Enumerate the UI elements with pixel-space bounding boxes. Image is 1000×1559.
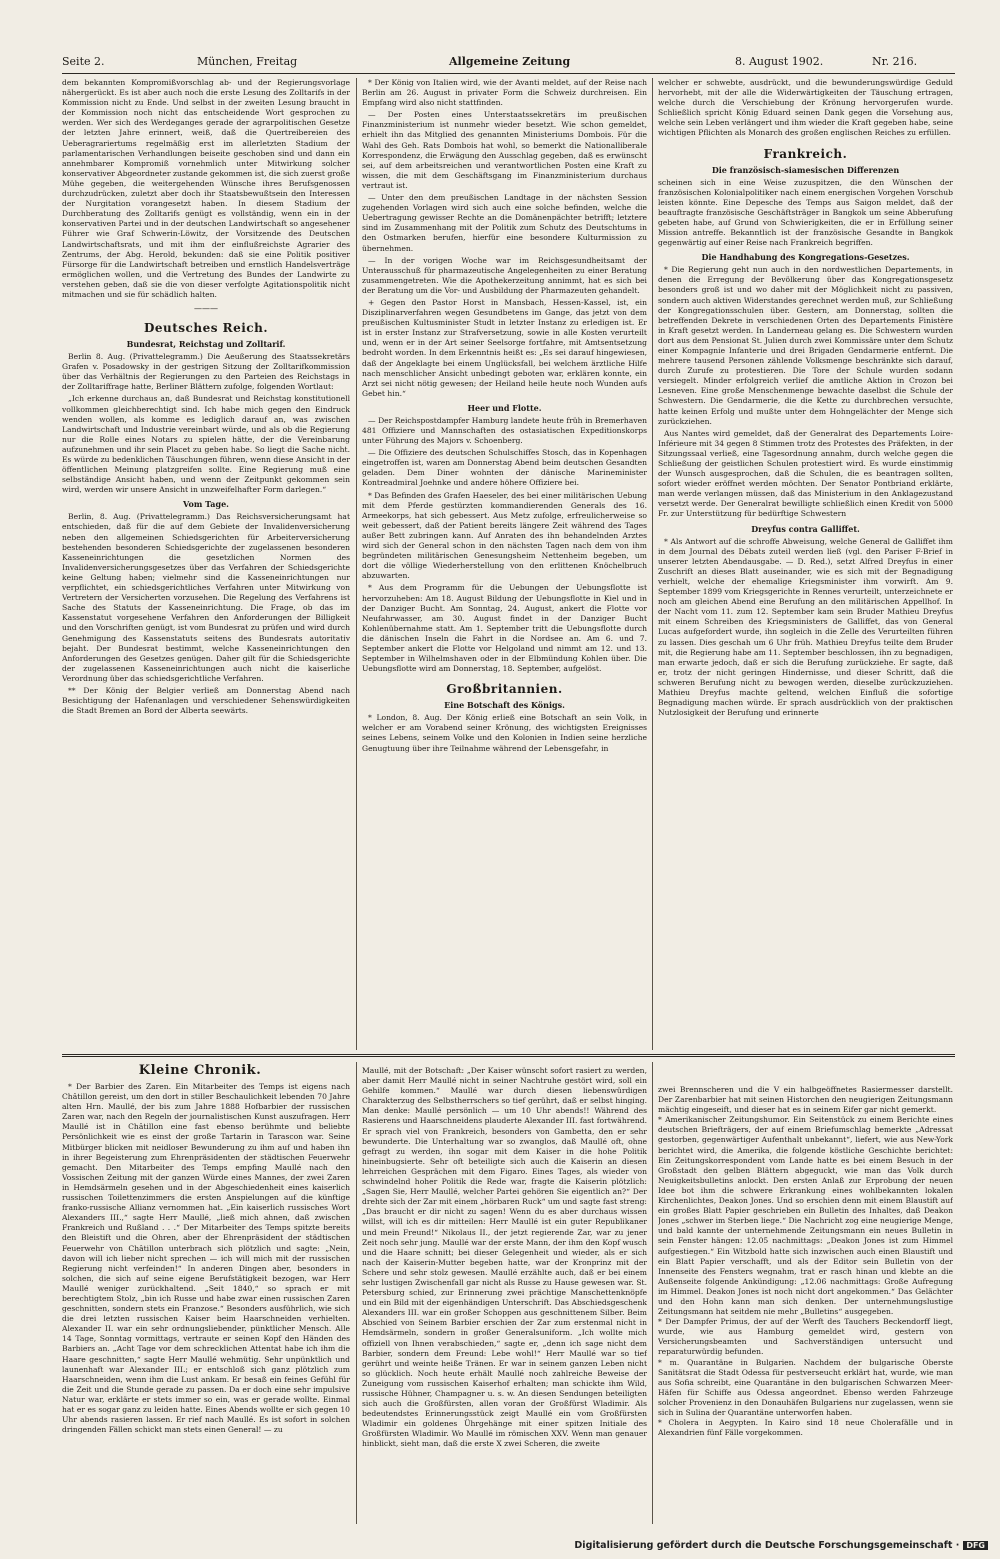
article-text: — Der Reichspostdampfer Hamburg landete heute früh in Bremerhaven 481 Offiziere und Mannschaften des ostasiatischen Expeditionskorps unter Führung des Majors v. Schoenberg. — [362, 415, 647, 446]
article-text: * Aus dem Programm für die Uebungen der Uebungsflotte ist hervorzuheben: Am 18. August Bildung der Uebungsflotte in Kiel und in der Danziger Bucht. Am Sonntag, 24. August, ankert die Flotte vor Neufahrwasser, am 30. August findet in der Danziger Bucht Kohlenübernahme statt. Am 1. September tritt die Uebungsflotte durch die dänischen Inseln die Fahrt in die Nordsee an. Am 6. und 7. September ankert die Flotte vor Helgoland und nimmt am 12. und 13. September in Wilhelmshaven oder in der Elbmündung Kohlen über. Die Uebungsflotte wird am Donnerstag, 18. September, aufgelöst. — [362, 583, 647, 674]
chronik-column-2 — [362, 1066, 647, 1524]
column-divider — [652, 1062, 653, 1524]
article-quote: „Ich erkenne durchaus an, daß Bundesrat und Reichstag konstitutionell vollkommen gleichberechtigt sind. Ich habe mich gegen den Eindruck wenden wollen, als komme es lediglich darauf an, was zwischen Landwirtschaft und Industrie vereinbart würde, und als ob die Regierung nur die Rolle eines Notars zu spielen hätte, der die Vereinbarung aufzunehmen und ihr sein Placet zu geben habe. So liegt die Sache nicht. Es würde zu bedenklichen Täuschungen führen, wenn diese Ansicht in der öffentlichen Meinung platzgreifen sollte. Eine Regierung muß eine selbständige Ansicht haben, und wenn der Zeitpunkt gekommen sein wird, werden wir unsere Ansicht in unzweifelhafter Form darlegen.“ — [62, 394, 350, 495]
separator: ——— — [194, 304, 218, 314]
section-heading: Deutsches Reich. — [143, 321, 269, 336]
column-2 — [362, 78, 647, 1050]
article-text: * Die Regierung geht nun auch in den nordwestlichen Departements, in denen die Erregung der Bevölkerung über das Kongregationsgesetz besonders groß ist und wo daher mit der Möglichkeit nicht zu passiven, sondern auch aktiven Widerstandes gerechnet werden muß, zur Schließung der Kongregationsschulen über. Gestern, am Donnerstag, sollten die betreffenden Dekrete in verschiedenen Orten des Departements Finistère in Kraft gesetzt werden. In Landerneau gelang es. Die Schwestern wurden dort aus dem Pensionat St. Julien durch zwei Kommissäre unter dem Schutz einer Kompagnie Infanterie und drei Brigaden Gendarmerie entfernt. Die mehrere tausend Personen zählende Volksmenge beschränkte sich darauf, durch Zurufe zu protestieren. Die Tore der Schule wurden sodann versiegelt. Minder erfolgreich verlief die amtliche Aktion in Crozon bei Lesneven. Eine große Menschenmenge bewachte daselbst die Schule der Schwestern. Die Gendarmerie, die die Kette zu durchbrechen versuchte, hatte keinen Erfolg und mußte unter dem Hohngelächter der Menge sich zurückziehen. — [658, 265, 953, 426]
article-text: * Das Befinden des Grafen Haeseler, des bei einer militärischen Uebung mit dem Pferde gestürzten kommandierenden Generals des 16. Armeekorps, hat sich gebessert. Aus Metz zufolge, erfreulicherweise so weit gebessert, daß der Patient bereits längere Zeit während des Tages außer Bett zubringen kann. Auf Anraten des ihn behandelnden Arztes wird sich der General schon in den nächsten Tagen nach dem von ihm begründeten militärischen Genesungsheim Nettenheim begeben, um dort die völlige Wiederherstellung von den erlittenen Knöchelbruch abzuwarten. — [362, 490, 647, 581]
column-divider — [356, 78, 357, 1050]
article-text: scheinen sich in eine Weise zuzuspitzen, die den Wünschen der französischen Kolonialpolitiker nach einem energischen Vorgehen Vorschub leisten könnte. Eine Depesche des Temps aus Saigon meldet, daß der beauftragte französische Geschäftsträger in Bangkok um seine Abberufung gebeten habe, auf Grund von Schwierigkeiten, die er in Erfüllung seiner Mission antreffe. Bekanntlich ist der französische Gesandte in Bangkok gegenwärtig auf einer Reise nach Frankreich begriffen. — [658, 177, 953, 248]
column-1 — [62, 78, 350, 1050]
subsection-heading: Vom Tage. — [183, 499, 229, 510]
article-text: Berlin, 8. Aug. (Privattelegramm.) Das Reichsversicherungsamt hat entschieden, daß für die auf dem Gebiete der Invalidenversicherung neben den allgemeinen Schiedsgerichten für Arbeiterversicherung bestehenden besonderen Schiedsgerichte der zugelassenen besonderen Kasseneinrichtungen die gesetzlichen Normen des Invalidenversicherungsgesetzes über das Verfahren der Schiedsgerichte keine Geltung haben; vielmehr sind die Kasseneinrichtungen nur verpflichtet, ein schiedsgerichtliches Verfahren unter Mitwirkung von Vertretern der Versicherten vorzusehen. Die Regelung des Verfahrens ist Sache des Statuts der Kasseneinrichtung. Die Frage, ob das im Kassenstatut vorgesehene Verfahren den Anforderungen der Billigkeit und den Vorschriften genügt, ist vom Bundesrat zu prüfen und wird durch Genehmigung des Kassenstatuts seitens des Bundesrats autoritativ bejaht. Der Bundesrat bestimmt, welche Kasseneinrichtungen den Anforderungen des Gesetzes genügen. Daher gilt für die Schiedsgerichte der zugelassenen Kasseneinrichtungen auch nicht die kaiserliche Verordnung über das schiedsgerichtliche Verfahren. — [62, 512, 350, 683]
chronik-heading: Kleine Chronik. — [138, 1063, 262, 1078]
column-divider — [652, 78, 653, 1050]
issue-number: Nr. 216. — [872, 55, 918, 68]
dfg-logo: DFG — [963, 1541, 988, 1550]
header-date: 8. August 1902. — [735, 55, 824, 68]
subsection-heading: Eine Botschaft des Königs. — [444, 700, 565, 711]
page-header — [62, 55, 952, 71]
article-text: + Gegen den Pastor Horst in Mansbach, Hessen-Kassel, ist, ein Disziplinarverfahren wegen Gesundbetens im Gange, das jetzt von dem preußischen Kultusminister Studt in letzter Instanz zu erledigen ist. Er ist in erster Instanz zur Strafversetzung, sowie in alle Kosten verurteilt und, wenn er in der Art seiner Seelsorge fortfahre, mit Amtsentsetzung bedroht worden. In dem Erkenntnis heißt es: „Es sei darauf hingewiesen, daß der Angeklagte bei einem Unglücksfall, bei welchem ärztliche Hilfe nach menschlicher Ansicht unbedingt geboten war, erklären konnte, ein Arzt sei nicht nötig gewesen; der Heiland heile heute noch Wunden aufs Gebet hin.“ — [362, 297, 647, 398]
section-heading: Großbritannien. — [446, 682, 563, 697]
header-rule — [62, 73, 955, 74]
chronik-column-3 — [658, 1066, 953, 1524]
article-text: zwei Brennscheren und die V ein halbgeöffnetes Rasiermesser darstellt. Der Zarenbarbier hat mit seinen Historchen den neugierigen Zeitungsmann mächtig eingeseift, und dieser hat es in seinem Eifer gar nicht gemerkt. * Amerikanischer Zeitungshumor. Ein Seitenstück zu einem Berichte eines deutschen Briefträgers, der auf einem Briefumschlag bemerkte „Adressat gestorben, gegenwärtiger Aufenthalt unbekannt“, liefert, wie aus New-York berichtet wird, die Amerika, die folgende köstliche Geschichte berichtet: Ein Zeitungskorrespondent vom Lande hatte es bei einem Besuch in der Großstadt den gelben Blättern abgeguckt, wie man das Volk durch Neuigkeitsbulletins anlockt. Den ersten Anlaß zur Erprobung der neuen Idee bot ihm die schwere Erkrankung eines wohlbekannten lokalen Kirchenlichtes, Deakon Jones. Und so erschien denn mit einem Blaustift auf ein großes Blatt Papier geschrieben ein Bulletin des Inhaltes, daß Deakon Jones „schwer im Sterben liege.“ Die Nachricht zog eine neugierige Menge, und bald kannte der unternehmende Zeitungsmann ein neues Bulletin in sein Fenster hängen: 12.05 nachmittags: „Deakon Jones ist zum Himmel aufgestiegen.“ Ein Witzbold hatte sich inzwischen auch einen Blaustift und ein Blatt Papier verschafft, und als der Editor sein Bulletin von der Innenseite des Fensters wegnahm, trat er rasch hinan und klebte an die Außenseite folgende Ankündigung: „12.06 nachmittags: Große Aufregung im Himmel. Deakon Jones ist noch nicht dort angekommen.“ Das Gelächter und den Hohn kann man sich denken. Der unternehmungslustige Zeitungsmann hat seitdem nie mehr „Bulletins“ ausgegeben. * Der Dampfer Primus, der auf der Werft des Tauchers Beckendorff liegt, wurde, wie aus Hamburg gemeldet wird, gestern von Versicherungsbeamten und Sachverständigen untersucht und reparaturwürdig befunden. * m. Quarantäne in Bulgarien. Nachdem der bulgarische Oberste Sanitätsrat die Stadt Odessa für pestverseucht erklärt hat, wurde, wie man aus Sofia schreibt, eine Quarantäne in den bulgarischen Schwarzen Meer-Häfen für Schiffe aus Odessa angeordnet. Ebenso werden Fahrzeuge solcher Provenienz in den Donauhäfen Bulgariens nur zugelassen, wenn sie sich in Sulina der Quarantäne unterworfen haben. * Cholera in Aegypten. In Kairo sind 18 neue Cholerafälle und in Alexandrien fünf Fälle vorgekommen. — [658, 1085, 953, 1438]
article-text: — Die Offiziere des deutschen Schulschiffes Stosch, das in Kopenhagen eingetroffen ist, waren am Donnerstag Abend beim deutschen Gesandten geladen. Dem Diner wohnten der dänische Marineminister Kontreadmiral Joehnke und andere höhere Offiziere bei. — [362, 448, 647, 488]
article-text: Maullé, mit der Botschaft: „Der Kaiser wünscht sofort rasiert zu werden, aber damit Herr Maullé nicht in seiner Nachtruhe gestört wird, soll ein Gehilfe kommen.“ Maullé war durch diesen liebenswürdigen Charakterzug des Selbstherrschers so tief gerührt, daß er selbst hinging. Man denke: Maullé persönlich — um 10 Uhr abends!! Während des Rasierens und Haarschneidens plauderte Alexander III. fast fortwährend. Er sprach viel von Frankreich, besonders von Gambetta, den er sehr bewunderte. Die Unterhaltung war so zwanglos, daß Maullé oft, ohne gefragt zu werden, ihn sogar mit dem Kaiser in die hohe Politik hineinbugsierte. Sehr oft beteiligte sich auch die Kaiserin an diesen lehrreichen Gesprächen mit dem Figaro. Eines Tages, als wieder von schwindelnd hoher Politik die Rede war, fragte die Kaiserin plötzlich: „Sagen Sie, Herr Maullé, welcher Partei gehören Sie eigentlich an?“ Der drehte sich der Zar mit einem „hörbaren Ruck“ um und sagte fast streng: „Das braucht er dir nicht zu sagen! Wenn du es aber durchaus wissen willst, will ich es dir mitteilen: Herr Maullé ist ein guter Republikaner und mein Freund!“ Nikolaus II., der jetzt regierende Zar, war zu jener Zeit noch sehr jung. Maullé war der erste Mann, der ihm den Kopf wusch und die Haare schnitt; bei dieser Gelegenheit und wieder, als er sich nach der Kaiserin-Mutter begeben hatte, war der Kronprinz mit der Schere und sehr stolz gewesen. Maullé erzählte auch, daß er bei einem sehr lustigen Zwischenfall gar nicht als Russe zu Hause gewesen war. St. Petersburg schied, zur Erinnerung zwei prächtige Manschettenknöpfe und ein Bild mit der eigenhändigen Unterschrift. Das Abschiedsgeschenk Alexanders III. war ein großer Schoppen aus geschnittenem Silber. Beim Abschied von Seinem Barbier erschien der Zar zum erstenmal nicht in Hemdsärmeln, sondern in großer Generalsuniform. „Ich wollte mich offiziell von Ihnen verabschieden,“ sagte er, „denn ich sage nicht dem Barbier, sondern dem Freund: Lebe wohl!“ Herr Maullé war so tief gerührt und weinte heiße Tränen. Er war in seinem ganzen Leben nicht so glücklich. Noch heute erhält Maullé noch zahlreiche Beweise der Zuneigung vom russischen Kaiserhof erhalten; man schickte ihm Wild, russische Hühner, Champagner u. s. w. An diesen Sendungen beteiligten sich auch die Großfürsten, allen voran der Großfürst Wladimir. Als bedeutendstes Erinnerungsstück zeigt Maullé ein vom Großfürsten Wladimir ein goldenes Ührgehänge mit einer spitzen Initiale des Großfürsten Wladimir. Wo Maullé im römischen XXV. Wenn man genauer hinblickt, sieht man, daß die erste X zwei Scheren, die zweite — [362, 1066, 647, 1449]
article-text: ** Der König der Belgier verließ am Donnerstag Abend nach Besichtigung der Hafenanlagen und verschiedener Sehenswürdigkeiten die Stadt Bremen an Bord der Alberta seewärts. — [62, 685, 350, 716]
article-text: welcher er schwebte, ausdrückt, und die bewunderungswürdige Geduld hervorhebt, mit der alle die Widerwärtigkeiten der Täuschung ertragen, welche durch die Verschiebung der Krönung hervorgerufen wurde. Schließlich spricht König Eduard seinen Dank gegen die Vorsehung aus, welche sein Leben verlängert und ihm wieder die Kraft gegeben habe, seine wichtigen Pflichten als Monarch des großen englischen Reiches zu erfüllen. — [658, 78, 953, 138]
article-text: * Der Barbier des Zaren. Ein Mitarbeiter des Temps ist eigens nach Châtillon gereist, um den dort in stiller Beschaulichkeit lebenden 70 Jahre alten Hrn. Maullé, der bis zum Jahre 1888 Hofbarbier der russischen Zaren war, nach den Regeln der journalistischen Kunst auszufragen. Herr Maullé ist in Châtillon eine fast ebenso berühmte und beliebte Persönlichkeit wie es einst der große Tartarin in Tarascon war. Seine Mitbürger blicken mit neidloser Bewunderung zu ihm auf und haben ihn in ihrer Begeisterung zum Ehrenpräsidenten der städtischen Feuerwehr gemacht. Den Mitarbeiter des Temps empfing Maullé nach den Vossischen Zeitung mit der ganzen Würde eines Mannes, der zwei Zaren in Hemdsärmeln gesehen und in der Abgeschiedenheit eines kaiserlich russischen Toilettenzimmers die ersten Anspielungen auf die künftige franko-russische Allianz vernommen hat. „Ein kaiserlich russisches Wort Alexanders III.,“ sagte Herr Maullé, „ließ mich ahnen, daß zwischen Frankreich und Rußland . . .“ Der Mitarbeiter des Temps spitzte bereits den Bleistift und die Ohren, aber der Ehrenpräsident der städtischen Feuerwehr von Châtillon unterbrach sich plötzlich und sagte: „Nein, davon will ich lieber nicht sprechen — ich will mich mit der russischen Regierung nicht verfeinden!“ In anderen Dingen aber, besonders in solchen, die sich auf seine eigene Berufstätigkeit bezogen, war Herr Maullé weniger zurückhaltend. „Seit 1840,“ so sprach er mit berechtigtem Stolz, „bin ich Russe und habe zwar einen russischen Zaren geschnitten, sondern stets ein Franzose.“ Besonders ausführlich, wie sich die drei letzten russischen Kaiser beim Haarschneiden verhielten. Alexander II. war ein sehr ordnungsliebender, pünktlicher Mensch. Alle 14 Tage, Sonntag vormittags, vertraute er seinen Kopf den Händen des Barbiers an. „Acht Tage vor dem schrecklichen Attentat habe ich ihm die Haare geschnitten,“ sagte Herr Maullé wehmütig. Sehr unpünktlich und launenhaft war Alexander III.; er entschloß sich ganz plötzlich zum Haarschneiden, wenn ihm die Lust ankam. Er besaß ein feines Gefühl für die Zeit und die Stunde gerade zu passen. Da er doch eine sehr impulsive Natur war, erklärte er stets immer so ein, was er gerade wollte. Einmal hat er es sogar ganz zu leiden hatte. Eines Abends wollte er sich gegen 10 Uhr abends rasieren lassen. Er rief nach Maullé. Es ist sofort in solchen dringenden Fällen schickt man stets einen General! — zu — [62, 1082, 350, 1435]
article-text: — Unter den dem preußischen Landtage in der nächsten Session zugehenden Vorlagen wird sich auch eine solche befinden, welche die Uebertragung gewisser Rechte an die Domänenpächter betrifft; letztere sind im Zusammenhang mit der Politik zum Schutz des Deutschtums in den Ostmarken berufen, hierfür eine besondere Kulturmission zu übernehmen. — [362, 193, 647, 253]
article-text: Aus Nantes wird gemeldet, daß der Generalrat des Departements Loire-Inférieure mit 34 gegen 8 Stimmen trotz des Protestes des Präfekten, in der Sitzungssaal verließ, eine Tagesordnung annahm, durch welche gegen die Schließung der geistlichen Schulen protestiert wird. Es wurde einstimmig der Wunsch ausgesprochen, daß die Schulen, die es beantragen sollten, sofort wieder eröffnet werden möchten. Der Senator Pontbriand erklärte, man werde verlangen müssen, daß das Ministerium in den Anklagezustand versetzt werde. Der Generalrat bewilligte schließlich einen Kredit von 5000 Fr. zur Unterstützung für bedürftige Schwestern — [658, 428, 953, 519]
article-text: — In der vorigen Woche war im Reichsgesundheitsamt der Unterausschuß für pharmazeutische Angelegenheiten zu einer Beratung zusammengetreten. Wie die Apothekerzeitung annimmt, hat es sich bei der Beratung um die Vor- und Ausbildung der Pharmazeuten gehandelt. — [362, 255, 647, 295]
digitization-credit — [574, 1540, 988, 1551]
feuilleton-rule — [62, 1054, 955, 1057]
credit-text: Digitalisierung gefördert durch die Deutsche Forschungsgemeinschaft · — [574, 1540, 960, 1551]
newspaper-title: Allgemeine Zeitung — [449, 55, 571, 68]
page-number: Seite 2. — [62, 55, 105, 68]
section-heading: Frankreich. — [763, 146, 848, 161]
article-text: * Als Antwort auf die schroffe Abweisung, welche General de Galliffet ihm in dem Journal des Débats zuteil werden ließ (vgl. den Pariser F-Brief in unserer letzten Abendausgabe. — D. Red.), setzt Alfred Dreyfus in einer Zuschrift an dieses Blatt auseinander, wie es sich mit der Begnadigung verhielt, welche der ehemalige Kriegsminister ihm vorwirft. Am 9. September 1899 vom Kriegsgerichte in Rennes verurteilt, unterzeichnete er noch am gleichen Abend eine Berufung an den militärischen Appellhof. In der Nacht vom 11. zum 12. September kam sein Bruder Mathieu Dreyfus mit einem Schreiben des Kriegsministers de Galliffet, das von General Lucas aufgefordert wurde, ihn sogleich in die Zelle des Verurteilten führen zu lassen. Dies geschah um 6 Uhr früh. Mathieu Dreyfus teilte dem Bruder mit, die Regierung habe am 11. September beschlossen, ihn zu begnadigen, man erwarte jedoch, daß er sich die Berufung zurückziehe. Er sagte, daß er, trotz der nicht geringen Hindernisse, und dieser Schritt, daß die schweren Berufung nicht zu bewogen werden, dieselbe zurückzuziehen. Mathieu Dreyfus machte geltend, welchen Einfluß die sofortige Begnadigung machen würde. Er sprach ausdrücklich von der praktischen Nutzlosigkeit der Berufung und erinnerte — [658, 536, 953, 718]
column-divider — [356, 1062, 357, 1524]
chronik-column-1 — [62, 1082, 350, 1524]
article-text: * Der König von Italien wird, wie der Avanti meldet, auf der Reise nach Berlin am 26. August in privater Form die Schweiz durchreisen. Ein Empfang wird also nicht stattfinden. — [362, 78, 647, 108]
article-text: dem bekannten Kompromißvorschlag ab- und der Regierungsvorlage nähergerückt. Es ist aber auch noch die erste Lesung des Zolltarifs in der Kommission nicht zu Ende. Und selbst in der zweiten Lesung braucht in der Kommission noch nicht das entscheidende Wort gesprochen zu werden. Wer sich des Werdeganges gerade der agrarpolitischen Gesetze der letzten Jahre erinnert, weiß, daß die Quertreibereien des Ueberagrariertums regelmäßig erst im allerletzten Stadium der parlamentarischen Verhandlungen beiseite geschoben sind und dann ein annehmbarer Kompromiß vornehmlich unter Mitwirkung solcher konservativer Abgeordneter zustande gekommen ist, die sich zuerst große Mühe gegeben, die weitergehenden Wünsche ihres Berufsgenossen durchzudrücken, zuletzt aber doch ihr Staatsbewußtsein den Interessen der Nurgitation vorangesetzt haben. In diesem Stadium der Durchberatung des Zolltarifs genügt es vollständig, wenn ein in der konservativen Partei und in der deutschen Landwirtschaft so angesehener Führer wie Graf Schwerin-Löwitz, der Vorsitzende des Deutschen Landwirtschaftsrats, und mit ihm der einflußreichste Agrarier des Zentrums, der Abg. Herold, bekunden: daß sie eine Politik positiver Fürsorge für die Landwirtschaft betreiben und ernstlich Handelsverträge ermöglichen wollen, und die Vertretung des Bundes der Landwirte zu verstehen geben, daß sie die von dieser verfolgte Agitationspolitik nicht mitmachen und sie für schädlich halten. — [62, 78, 350, 299]
subsection-heading: Die Handhabung des Kongregations-Gesetzes. — [701, 252, 910, 263]
subsection-heading: Dreyfus contra Galliffet. — [751, 523, 860, 534]
article-text: — Der Posten eines Unterstaatssekretärs im preußischen Finanzministerium ist nunmehr wieder besetzt. Wie schon gemeldet, erhielt ihn das Mitglied des genannten Ministeriums Dombois. Für die Wahl des Geh. Rats Dombois hat wohl, so bemerkt die Nationalliberale Korrespondenz, die Erwägung den Ausschlag gegeben, daß es erwünscht sei, auf dem arbeitsreichen und verantwortlichen Posten eine Kraft zu wissen, die mit dem Geschäftsgang im Finanzministerium durchaus vertraut ist. — [362, 110, 647, 190]
article-text: * London, 8. Aug. Der König erließ eine Botschaft an sein Volk, in welcher er am Vorabend seiner Krönung, des wichtigsten Ereignisses seines Lebens, seinem Volke und den Kolonien in Indien seine herzliche Genugtuung über ihre Teilnahme während der Lebensgefahr, in — [362, 713, 647, 753]
subsection-heading: Heer und Flotte. — [467, 402, 542, 413]
article-text: Berlin 8. Aug. (Privattelegramm.) Die Aeußerung des Staatssekretärs Grafen v. Posadowsky in der gestrigen Sitzung der Zolltarifkommission über das Verhältnis der Regierungen zu den Parteien des Reichstags in der Zolltariffrage hatte, Berliner Blättern zufolge, folgenden Wortlaut: — [62, 352, 350, 392]
column-3 — [658, 78, 953, 1050]
header-place: München, Freitag — [197, 55, 298, 68]
subsection-heading: Die französisch-siamesischen Differenzen — [711, 164, 900, 175]
subsection-heading: Bundesrat, Reichstag und Zolltarif. — [126, 339, 286, 350]
